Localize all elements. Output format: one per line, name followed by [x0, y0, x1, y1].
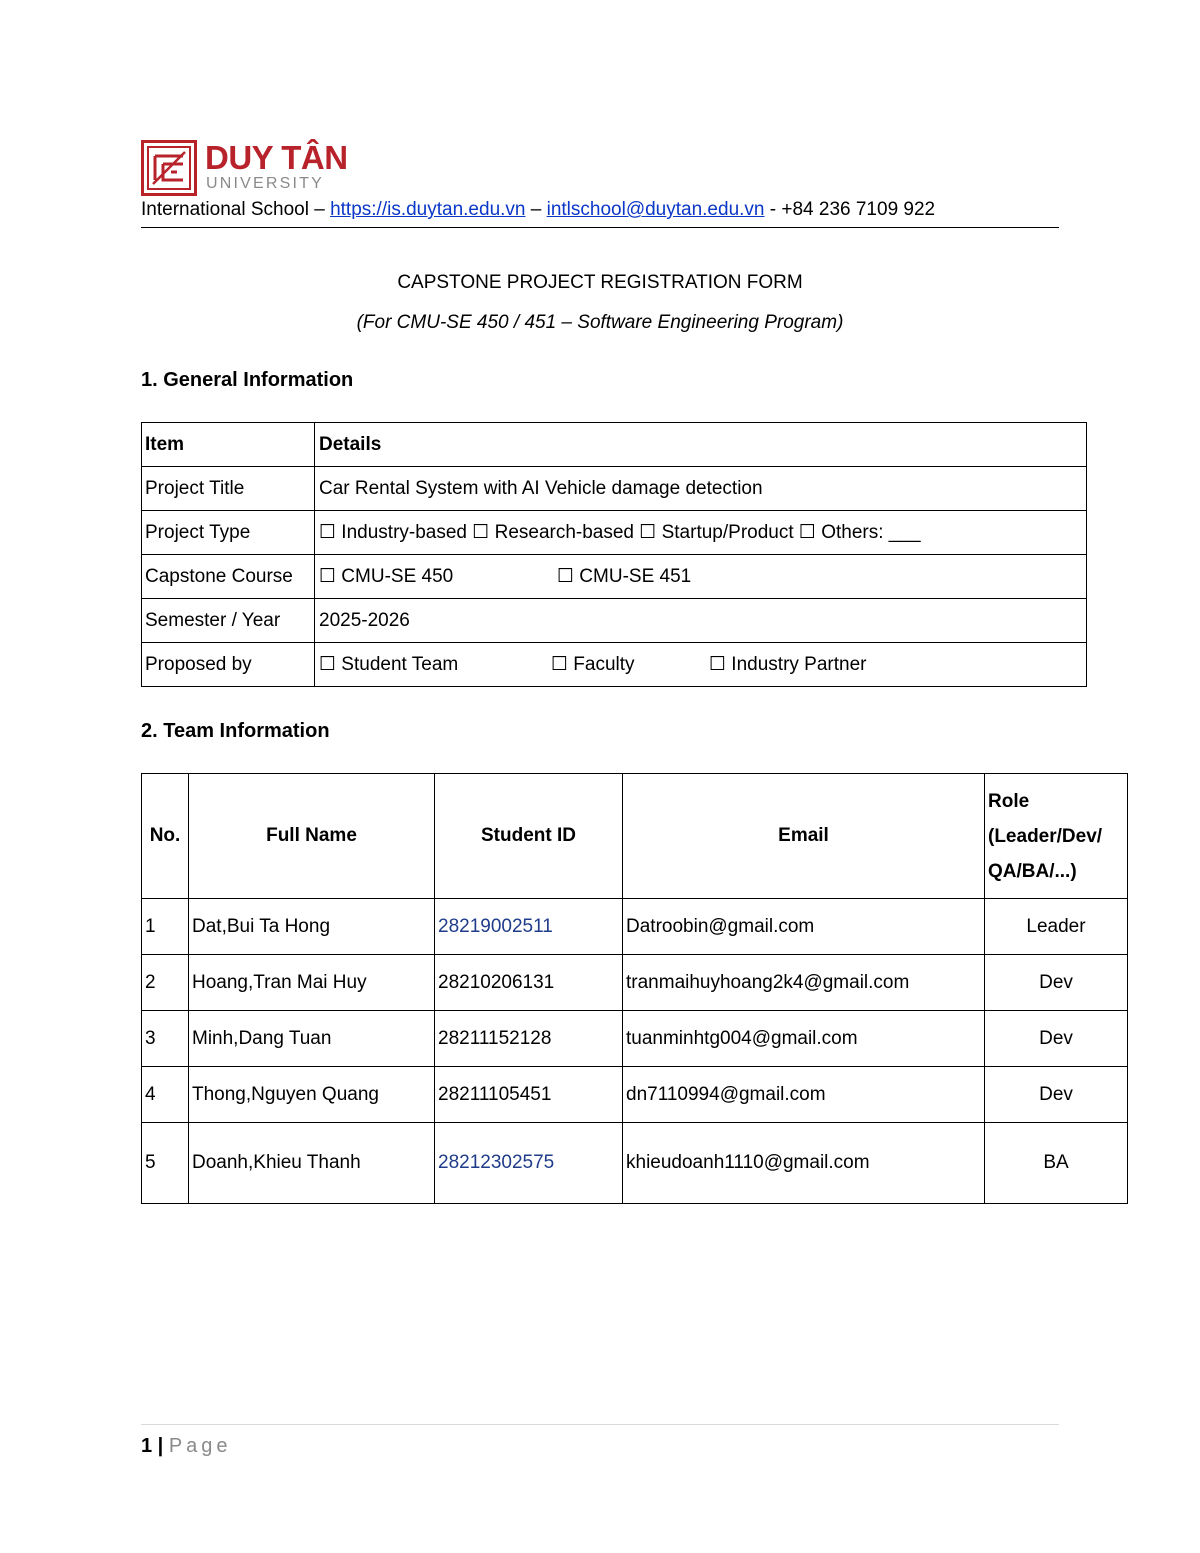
cell-no: 1 — [142, 899, 189, 955]
page-label: Page — [168, 1435, 232, 1457]
column-header-item: Item — [142, 423, 315, 467]
general-info-table — [141, 422, 1087, 687]
table-header-row — [142, 774, 1128, 899]
section-heading-general: 1. General Information — [141, 369, 354, 391]
table-header-row — [142, 423, 1087, 467]
row-label: Capstone Course — [142, 555, 315, 599]
cell-email: Datroobin@gmail.com — [623, 899, 985, 955]
checkbox-cmu-se-451[interactable]: ☐ CMU-SE 451 — [557, 566, 692, 587]
cell-student-id: 28219002511 — [435, 899, 623, 955]
cell-no: 2 — [142, 955, 189, 1011]
team-info-table — [141, 773, 1128, 1204]
phone-number: +84 236 7109 922 — [781, 199, 936, 220]
proposed-by-options — [315, 643, 1087, 687]
cell-no: 4 — [142, 1067, 189, 1123]
column-header-details: Details — [315, 423, 1087, 467]
cell-full-name: Doanh,Khieu Thanh — [189, 1123, 435, 1204]
page-number: 1 — [141, 1435, 153, 1457]
page-subtitle: (For CMU-SE 450 / 451 – Software Engineering Program) — [356, 312, 844, 333]
cell-full-name: Minh,Dang Tuan — [189, 1011, 435, 1067]
checkbox-others[interactable]: ☐ Others: ___ — [798, 522, 921, 543]
table-row — [142, 1067, 1128, 1123]
duy-tan-logo-mark-icon — [141, 140, 197, 196]
cell-role: Dev — [985, 1067, 1128, 1123]
separator: - — [764, 199, 782, 220]
table-row — [142, 1011, 1128, 1067]
cell-full-name: Dat,Bui Ta Hong — [189, 899, 435, 955]
separator: – — [308, 199, 331, 220]
cell-student-id: 28212302575 — [435, 1123, 623, 1204]
row-label: Semester / Year — [142, 599, 315, 643]
cell-full-name: Thong,Nguyen Quang — [189, 1067, 435, 1123]
logo-wordmark: DUY TÂN — [205, 139, 348, 176]
checkbox-industry-based[interactable]: ☐ Industry-based — [319, 522, 467, 543]
column-header-role: Role (Leader/Dev/ QA/BA/...) — [985, 774, 1128, 899]
checkbox-research-based[interactable]: ☐ Research-based — [472, 522, 635, 543]
checkbox-cmu-se-450[interactable]: ☐ CMU-SE 450 — [319, 566, 454, 587]
row-label: Project Title — [142, 467, 315, 511]
separator: – — [525, 199, 547, 220]
table-row — [142, 599, 1087, 643]
table-row — [142, 1123, 1128, 1204]
school-name: International School — [141, 199, 309, 220]
cell-email: tuanminhtg004@gmail.com — [623, 1011, 985, 1067]
column-header-email: Email — [623, 774, 985, 899]
checkbox-student-team[interactable]: ☐ Student Team — [319, 654, 459, 675]
table-row — [142, 511, 1087, 555]
footer-divider — [141, 1424, 1059, 1425]
checkbox-industry-partner[interactable]: ☐ Industry Partner — [709, 654, 867, 675]
cell-student-id: 28211105451 — [435, 1067, 623, 1123]
checkbox-faculty[interactable]: ☐ Faculty — [551, 654, 635, 675]
cell-no: 3 — [142, 1011, 189, 1067]
project-type-options — [315, 511, 1087, 555]
page-title: CAPSTONE PROJECT REGISTRATION FORM — [397, 272, 803, 293]
section-heading-team: 2. Team Information — [141, 720, 330, 742]
university-logo — [141, 139, 348, 196]
semester-value[interactable]: 2025-2026 — [315, 599, 1087, 643]
website-link[interactable]: https://is.duytan.edu.vn — [330, 199, 526, 220]
checkbox-startup-product[interactable]: ☐ Startup/Product — [639, 522, 794, 543]
logo-subtitle: UNIVERSITY — [206, 175, 325, 192]
cell-email: khieudoanh1110@gmail.com — [623, 1123, 985, 1204]
footer-separator: | — [152, 1435, 169, 1457]
row-label: Proposed by — [142, 643, 315, 687]
capstone-course-options — [315, 555, 1087, 599]
table-row — [142, 955, 1128, 1011]
cell-email: dn7110994@gmail.com — [623, 1067, 985, 1123]
table-row — [142, 643, 1087, 687]
cell-student-id: 28211152128 — [435, 1011, 623, 1067]
email-link[interactable]: intlschool@duytan.edu.vn — [546, 199, 765, 220]
cell-role: BA — [985, 1123, 1128, 1204]
cell-no: 5 — [142, 1123, 189, 1204]
project-title-value[interactable]: Car Rental System with AI Vehicle damage detection — [315, 467, 1087, 511]
table-row — [142, 555, 1087, 599]
column-header-full-name: Full Name — [189, 774, 435, 899]
cell-role: Dev — [985, 1011, 1128, 1067]
table-row — [142, 899, 1128, 955]
table-row — [142, 467, 1087, 511]
page-footer — [141, 1432, 232, 1460]
row-label: Project Type — [142, 511, 315, 555]
column-header-no: No. — [142, 774, 189, 899]
cell-full-name: Hoang,Tran Mai Huy — [189, 955, 435, 1011]
cell-student-id: 28210206131 — [435, 955, 623, 1011]
column-header-student-id: Student ID — [435, 774, 623, 899]
cell-email: tranmaihuyhoang2k4@gmail.com — [623, 955, 985, 1011]
school-contact-line — [141, 197, 1059, 228]
cell-role: Leader — [985, 899, 1128, 955]
cell-role: Dev — [985, 955, 1128, 1011]
